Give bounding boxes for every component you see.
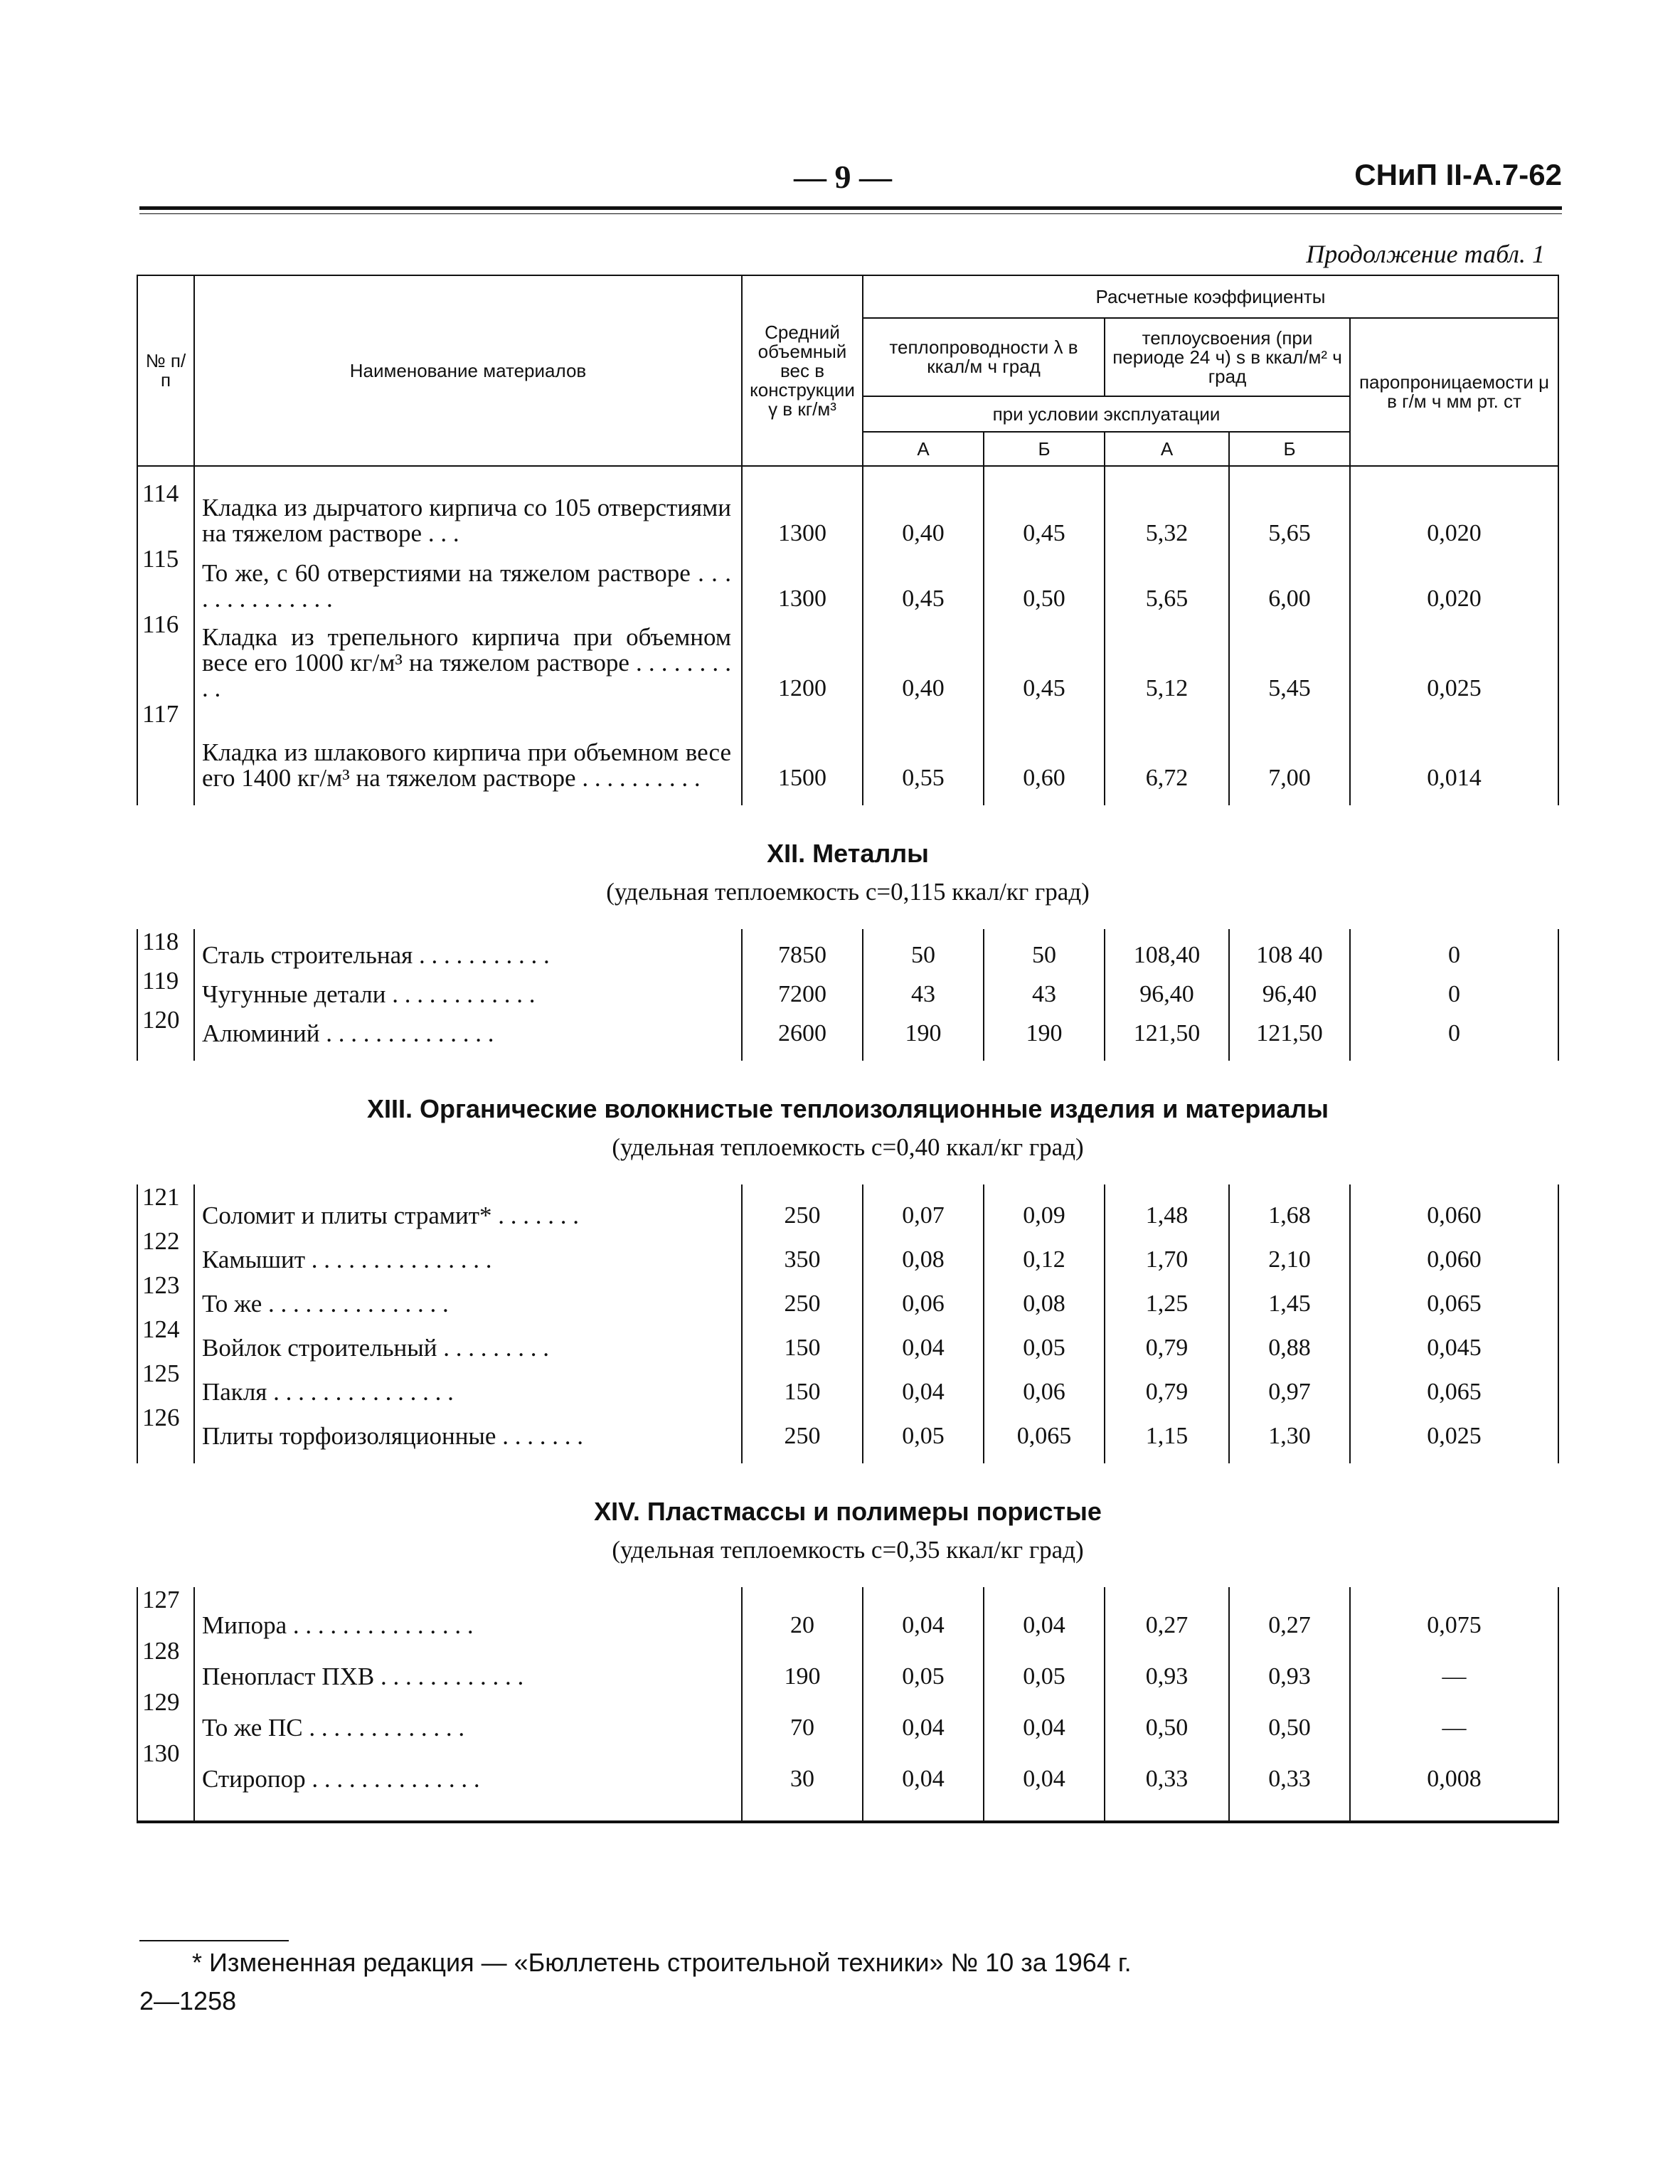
- vapor-permeability: 0,045: [1350, 1317, 1558, 1361]
- density-value: 190: [742, 1638, 863, 1690]
- row-number: 114: [137, 481, 194, 546]
- material-name: Соломит и плиты страмит* . . . . . . .: [194, 1184, 742, 1229]
- table-row: [137, 701, 1558, 791]
- section-subtitle: (удельная теплоемкость c=0,40 ккал/кг град): [612, 1133, 1084, 1161]
- row-number: 116: [137, 612, 194, 701]
- row-number: 122: [137, 1229, 194, 1273]
- density-value: 150: [742, 1317, 863, 1361]
- density-value: 250: [742, 1405, 863, 1449]
- row-number: 126: [137, 1405, 194, 1449]
- conductivity-a: 0,05: [863, 1405, 984, 1449]
- table-row: [137, 1405, 1558, 1449]
- density-value: 7850: [742, 929, 863, 968]
- row-number: 120: [137, 1007, 194, 1046]
- conductivity-b: 0,50: [984, 546, 1105, 612]
- table-row: [137, 1229, 1558, 1273]
- conductivity-b: 0,065: [984, 1405, 1105, 1449]
- absorption-b: 6,00: [1229, 546, 1350, 612]
- section-header-xiv: [137, 1463, 1558, 1587]
- absorption-b: 0,93: [1229, 1638, 1350, 1690]
- conductivity-b: 0,04: [984, 1690, 1105, 1741]
- vapor-permeability: 0,060: [1350, 1184, 1558, 1229]
- vapor-permeability: 0,025: [1350, 612, 1558, 701]
- absorption-b: 108 40: [1229, 929, 1350, 968]
- absorption-b: 0,97: [1229, 1361, 1350, 1405]
- density-value: 20: [742, 1587, 863, 1638]
- row-number: 123: [137, 1273, 194, 1317]
- material-name: Алюминий . . . . . . . . . . . . . .: [194, 1007, 742, 1046]
- row-number: 130: [137, 1741, 194, 1792]
- conductivity-b: 0,04: [984, 1741, 1105, 1792]
- density-value: 1300: [742, 546, 863, 612]
- vapor-permeability: 0,008: [1350, 1741, 1558, 1792]
- table-row: [137, 1317, 1558, 1361]
- section-header-xii: [137, 805, 1558, 929]
- vapor-permeability: 0,025: [1350, 1405, 1558, 1449]
- table-row: [137, 481, 1558, 546]
- absorption-a: 5,65: [1105, 546, 1229, 612]
- absorption-a: 1,70: [1105, 1229, 1229, 1273]
- conductivity-b: 0,08: [984, 1273, 1105, 1317]
- absorption-a: 108,40: [1105, 929, 1229, 968]
- material-name: То же, с 60 отверстиями на тяжелом растворе . . . . . . . . . . . . . .: [194, 546, 742, 612]
- conductivity-b: 0,05: [984, 1638, 1105, 1690]
- absorption-a: 0,93: [1105, 1638, 1229, 1690]
- absorption-a: 0,79: [1105, 1317, 1229, 1361]
- material-name: То же . . . . . . . . . . . . . . .: [194, 1273, 742, 1317]
- vapor-permeability: 0: [1350, 929, 1558, 968]
- conductivity-a: 0,04: [863, 1690, 984, 1741]
- page-header: [139, 158, 1562, 208]
- rows-organic: [137, 1184, 1558, 1449]
- footnote: * Измененная редакция — «Бюллетень строительной техники» № 10 за 1964 г.: [192, 1948, 1132, 1977]
- absorption-a: 0,50: [1105, 1690, 1229, 1741]
- table-row: [137, 1690, 1558, 1741]
- conductivity-b: 43: [984, 968, 1105, 1007]
- material-name: Плиты торфоизоляционные . . . . . . .: [194, 1405, 742, 1449]
- table-row: [137, 1184, 1558, 1229]
- absorption-a: 121,50: [1105, 1007, 1229, 1046]
- vapor-permeability: —: [1350, 1690, 1558, 1741]
- absorption-a: 6,72: [1105, 701, 1229, 791]
- vapor-permeability: 0,075: [1350, 1587, 1558, 1638]
- rows-plastics: [137, 1587, 1558, 1792]
- material-name: Пенопласт ПХВ . . . . . . . . . . . .: [194, 1638, 742, 1690]
- page-number: — 9 —: [794, 159, 892, 195]
- col-header-group: Расчетные коэффициенты: [863, 275, 1558, 318]
- rows-masonry: [137, 481, 1558, 791]
- table-row: [137, 1361, 1558, 1405]
- row-number: 115: [137, 546, 194, 612]
- conductivity-a: 50: [863, 929, 984, 968]
- absorption-a: 1,15: [1105, 1405, 1229, 1449]
- material-name: Пакля . . . . . . . . . . . . . . .: [194, 1361, 742, 1405]
- conductivity-a: 0,40: [863, 612, 984, 701]
- col-header-absorption: теплоусвоения (при периоде 24 ч) s в ккал/м² ч град: [1105, 318, 1350, 396]
- density-value: 1500: [742, 701, 863, 791]
- table-continuation-label: Продолжение табл. 1: [1306, 240, 1545, 268]
- material-name: Мипора . . . . . . . . . . . . . . .: [194, 1587, 742, 1638]
- col-header-cond-a: А: [863, 432, 984, 466]
- table-row: [137, 612, 1558, 701]
- conductivity-a: 0,06: [863, 1273, 984, 1317]
- absorption-a: 5,12: [1105, 612, 1229, 701]
- conductivity-b: 0,12: [984, 1229, 1105, 1273]
- section-title: XII. Металлы: [767, 839, 929, 868]
- absorption-a: 0,79: [1105, 1361, 1229, 1405]
- col-header-conductivity: теплопроводности λ в ккал/м ч град: [863, 318, 1105, 396]
- conductivity-b: 0,45: [984, 612, 1105, 701]
- col-header-vapor: паропроницаемости μ в г/м ч мм рт. ст: [1350, 318, 1558, 466]
- density-value: 250: [742, 1273, 863, 1317]
- row-number: 119: [137, 968, 194, 1007]
- conductivity-a: 0,04: [863, 1587, 984, 1638]
- table-row: [137, 546, 1558, 612]
- absorption-b: 7,00: [1229, 701, 1350, 791]
- row-number: 128: [137, 1638, 194, 1690]
- absorption-b: 0,33: [1229, 1741, 1350, 1792]
- material-name: Камышит . . . . . . . . . . . . . . .: [194, 1229, 742, 1273]
- absorption-b: 0,50: [1229, 1690, 1350, 1741]
- table-row: [137, 1007, 1558, 1046]
- row-number: 118: [137, 929, 194, 968]
- material-name: Сталь строительная . . . . . . . . . . .: [194, 929, 742, 968]
- vapor-permeability: 0,065: [1350, 1361, 1558, 1405]
- material-name: Кладка из шлакового кирпича при объемном весе его 1400 кг/м³ на тяжелом растворе . . . . . . . . . .: [194, 701, 742, 791]
- table-row: [137, 1587, 1558, 1638]
- conductivity-b: 50: [984, 929, 1105, 968]
- conductivity-b: 0,60: [984, 701, 1105, 791]
- absorption-a: 1,25: [1105, 1273, 1229, 1317]
- density-value: 7200: [742, 968, 863, 1007]
- material-name: Чугунные детали . . . . . . . . . . . .: [194, 968, 742, 1007]
- header-rule-thin: [139, 213, 1562, 214]
- absorption-b: 5,45: [1229, 612, 1350, 701]
- footnote-rule: [139, 1940, 289, 1941]
- absorption-b: 5,65: [1229, 481, 1350, 546]
- vapor-permeability: 0,020: [1350, 481, 1558, 546]
- absorption-a: 0,33: [1105, 1741, 1229, 1792]
- section-title: XIV. Пластмассы и полимеры пористые: [594, 1497, 1102, 1526]
- col-header-cond-b: Б: [1229, 432, 1350, 466]
- conductivity-a: 0,05: [863, 1638, 984, 1690]
- conductivity-b: 0,05: [984, 1317, 1105, 1361]
- density-value: 1300: [742, 481, 863, 546]
- vapor-permeability: 0,014: [1350, 701, 1558, 791]
- absorption-a: 0,27: [1105, 1587, 1229, 1638]
- table-row: [137, 1638, 1558, 1690]
- col-header-density: Средний объемный вес в конструкции γ в кг/м³: [742, 275, 863, 466]
- conductivity-b: 0,06: [984, 1361, 1105, 1405]
- conductivity-a: 0,04: [863, 1317, 984, 1361]
- density-value: 30: [742, 1741, 863, 1792]
- vapor-permeability: 0: [1350, 1007, 1558, 1046]
- col-header-cond-a: А: [1105, 432, 1229, 466]
- absorption-a: 1,48: [1105, 1184, 1229, 1229]
- section-title: XIII. Органические волокнистые теплоизоляционные изделия и материалы: [366, 1094, 1329, 1123]
- table-row: [137, 968, 1558, 1007]
- absorption-b: 0,27: [1229, 1587, 1350, 1638]
- density-value: 2600: [742, 1007, 863, 1046]
- conductivity-a: 0,04: [863, 1361, 984, 1405]
- conductivity-a: 43: [863, 968, 984, 1007]
- document-code: СНиП II-А.7-62: [1354, 158, 1562, 191]
- absorption-b: 0,88: [1229, 1317, 1350, 1361]
- section-subtitle: (удельная теплоемкость c=0,115 ккал/кг град): [606, 878, 1090, 906]
- density-value: 1200: [742, 612, 863, 701]
- absorption-b: 96,40: [1229, 968, 1350, 1007]
- absorption-b: 121,50: [1229, 1007, 1350, 1046]
- density-value: 150: [742, 1361, 863, 1405]
- density-value: 250: [742, 1184, 863, 1229]
- row-number: 127: [137, 1587, 194, 1638]
- row-number: 125: [137, 1361, 194, 1405]
- absorption-a: 5,32: [1105, 481, 1229, 546]
- conductivity-a: 190: [863, 1007, 984, 1046]
- table-row: [137, 929, 1558, 968]
- conductivity-a: 0,08: [863, 1229, 984, 1273]
- print-code: 2—1258: [139, 1986, 237, 2015]
- row-number: 124: [137, 1317, 194, 1361]
- material-name: Кладка из дырчатого кирпича со 105 отверстиями на тяжелом растворе . . .: [194, 481, 742, 546]
- conductivity-b: 0,09: [984, 1184, 1105, 1229]
- absorption-a: 96,40: [1105, 968, 1229, 1007]
- col-header-conditions: при условии эксплуатации: [863, 396, 1350, 432]
- row-number: 121: [137, 1184, 194, 1229]
- conductivity-b: 0,45: [984, 481, 1105, 546]
- materials-table: [137, 275, 1559, 1823]
- absorption-b: 1,68: [1229, 1184, 1350, 1229]
- col-header-cond-b: Б: [984, 432, 1105, 466]
- header-rule: [139, 206, 1562, 210]
- vapor-permeability: —: [1350, 1638, 1558, 1690]
- conductivity-b: 0,04: [984, 1587, 1105, 1638]
- table-row: [137, 1273, 1558, 1317]
- section-header-xiii: [137, 1061, 1558, 1184]
- density-value: 70: [742, 1690, 863, 1741]
- table-row: [137, 1741, 1558, 1792]
- conductivity-a: 0,07: [863, 1184, 984, 1229]
- conductivity-a: 0,04: [863, 1741, 984, 1792]
- section-subtitle: (удельная теплоемкость c=0,35 ккал/кг град): [612, 1536, 1084, 1564]
- col-header-number: № п/п: [137, 275, 194, 466]
- rows-metals: [137, 929, 1558, 1046]
- col-header-name: Наименование материалов: [194, 275, 742, 466]
- conductivity-b: 190: [984, 1007, 1105, 1046]
- vapor-permeability: 0,020: [1350, 546, 1558, 612]
- vapor-permeability: 0: [1350, 968, 1558, 1007]
- material-name: Кладка из трепельного кирпича при объемном весе его 1000 кг/м³ на тяжелом растворе . . . . . . . . . .: [194, 612, 742, 701]
- material-name: Стиропор . . . . . . . . . . . . . .: [194, 1741, 742, 1792]
- material-name: Войлок строительный . . . . . . . . .: [194, 1317, 742, 1361]
- vapor-permeability: 0,065: [1350, 1273, 1558, 1317]
- absorption-b: 1,30: [1229, 1405, 1350, 1449]
- absorption-b: 1,45: [1229, 1273, 1350, 1317]
- vapor-permeability: 0,060: [1350, 1229, 1558, 1273]
- row-number: 129: [137, 1690, 194, 1741]
- conductivity-a: 0,40: [863, 481, 984, 546]
- conductivity-a: 0,55: [863, 701, 984, 791]
- density-value: 350: [742, 1229, 863, 1273]
- material-name: То же ПС . . . . . . . . . . . . .: [194, 1690, 742, 1741]
- row-number: 117: [137, 701, 194, 791]
- absorption-b: 2,10: [1229, 1229, 1350, 1273]
- conductivity-a: 0,45: [863, 546, 984, 612]
